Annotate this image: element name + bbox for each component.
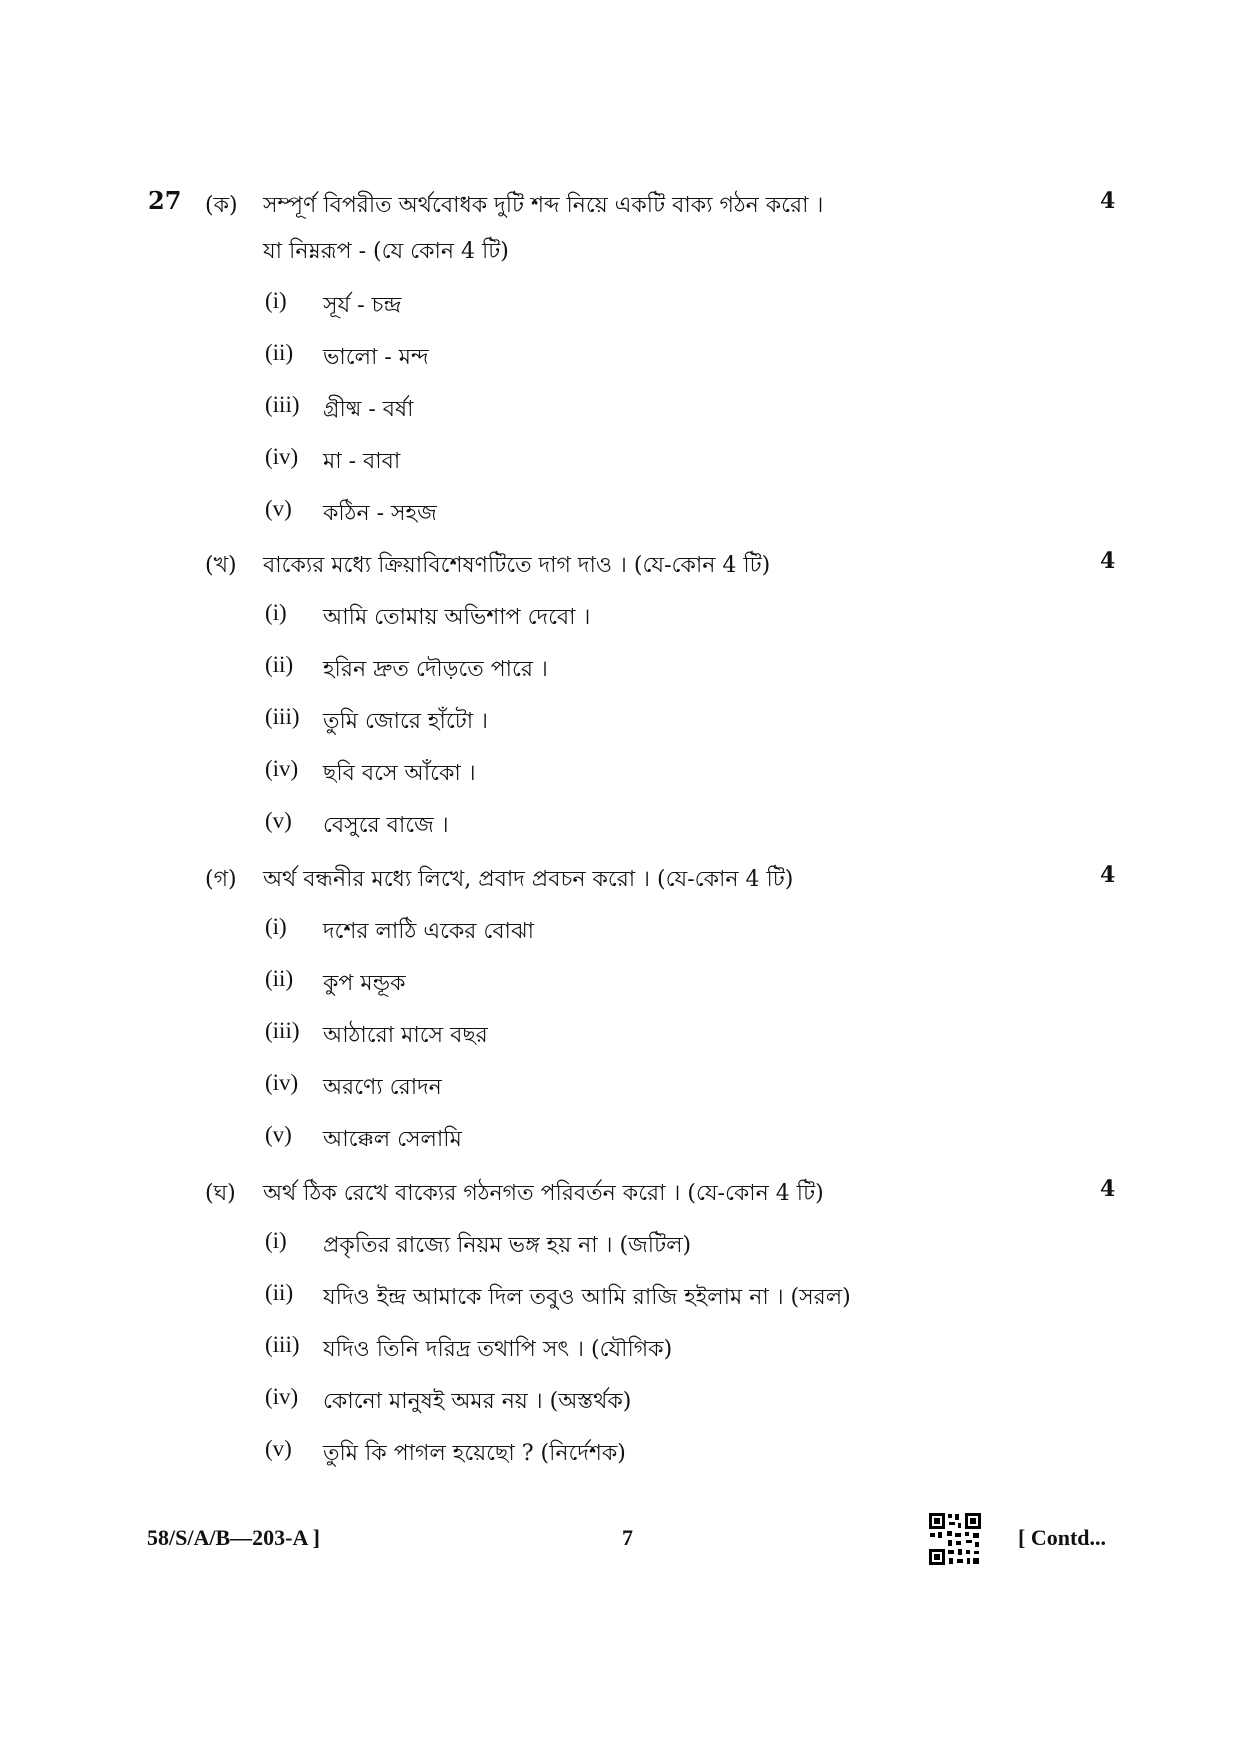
item-num: (i) bbox=[265, 600, 287, 625]
item-text: বেসুরে বাজে । bbox=[323, 813, 449, 838]
part-instruction-ka: সম্পূর্ণ বিপরীত অর্থবোধক দুটি শব্দ নিয়ে একটি বাক্য গঠন করো । bbox=[263, 193, 824, 218]
part-instruction-ga: অর্থ বন্ধনীর মধ্যে লিখে, প্রবাদ প্রবচন করো । (যে-কোন 4 টি) bbox=[263, 867, 794, 892]
qr-code-icon bbox=[928, 1512, 982, 1566]
paper-code: 58/S/A/B—203-A ] bbox=[147, 1525, 320, 1550]
item-num: (ii) bbox=[265, 652, 294, 677]
item-text: ভালো - মন্দ bbox=[323, 345, 429, 370]
item-text: আমি তোমায় অভিশাপ দেবো । bbox=[323, 605, 591, 630]
item-num: (iii) bbox=[265, 392, 300, 417]
item-num: (v) bbox=[265, 1122, 292, 1147]
item-text: তুমি জোরে হাঁটো । bbox=[323, 709, 488, 734]
part-marks-ga: 4 bbox=[1100, 862, 1116, 888]
item-num: (iv) bbox=[265, 444, 299, 469]
item-num: (iv) bbox=[265, 1070, 299, 1095]
part-label-gha: (ঘ) bbox=[205, 1181, 236, 1206]
item-num: (ii) bbox=[265, 340, 294, 365]
item-num: (v) bbox=[265, 808, 292, 833]
item-text: সূর্য - চন্দ্র bbox=[323, 293, 402, 318]
part-label-ga: (গ) bbox=[205, 867, 237, 892]
item-num: (i) bbox=[265, 288, 287, 313]
item-num: (iii) bbox=[265, 1018, 300, 1043]
item-num: (i) bbox=[265, 914, 287, 939]
item-text: প্রকৃতির রাজ্যে নিয়ম ভঙ্গ হয় না । (জটিল) bbox=[323, 1233, 692, 1258]
item-num: (iv) bbox=[265, 756, 299, 781]
item-num: (iv) bbox=[265, 1384, 299, 1409]
part-marks-ka: 4 bbox=[1100, 188, 1116, 214]
item-text: আঠারো মাসে বছর bbox=[323, 1023, 488, 1048]
item-text: যদিও ইন্দ্র আমাকে দিল তবুও আমি রাজি হইলাম না । (সরল) bbox=[323, 1285, 851, 1310]
part-instruction-kha: বাক্যের মধ্যে ক্রিয়াবিশেষণটিতে দাগ দাও । (যে-কোন 4 টি) bbox=[263, 553, 771, 578]
question-number: 27 bbox=[148, 186, 182, 215]
item-text: যদিও তিনি দরিদ্র তথাপি সৎ । (যৌগিক) bbox=[323, 1337, 673, 1362]
item-text: মা - বাবা bbox=[323, 449, 401, 474]
item-text: আক্কেল সেলামি bbox=[323, 1127, 462, 1152]
part-marks-gha: 4 bbox=[1100, 1176, 1116, 1202]
item-num: (iii) bbox=[265, 1332, 300, 1357]
item-text: দশের লাঠি একের বোঝা bbox=[323, 919, 534, 944]
continued-label: [ Contd... bbox=[1018, 1525, 1107, 1550]
item-num: (v) bbox=[265, 1436, 292, 1461]
item-num: (ii) bbox=[265, 1280, 294, 1305]
part-label-kha: (খ) bbox=[205, 553, 237, 578]
item-text: কুপ মন্ডূক bbox=[323, 971, 406, 996]
item-num: (i) bbox=[265, 1228, 287, 1253]
page-number: 7 bbox=[622, 1525, 633, 1550]
item-text: কঠিন - সহজ bbox=[323, 501, 437, 526]
item-text: অরণ্যে রোদন bbox=[323, 1075, 442, 1100]
item-num: (ii) bbox=[265, 966, 294, 991]
item-text: ছবি বসে আঁকো । bbox=[323, 761, 476, 786]
part-instruction2-ka: যা নিম্নরূপ - (যে কোন 4 টি) bbox=[263, 239, 509, 264]
part-label-ka: (ক) bbox=[205, 193, 238, 218]
item-text: কোনো মানুষই অমর নয় । (অস্তর্থক) bbox=[323, 1389, 632, 1414]
item-text: হরিন দ্রুত দৌড়তে পারে । bbox=[323, 657, 548, 682]
part-marks-kha: 4 bbox=[1100, 548, 1116, 574]
item-num: (v) bbox=[265, 496, 292, 521]
item-text: গ্রীষ্ম - বর্ষা bbox=[323, 397, 414, 422]
part-instruction-gha: অর্থ ঠিক রেখে বাক্যের গঠনগত পরিবর্তন করো । (যে-কোন 4 টি) bbox=[263, 1181, 824, 1206]
item-num: (iii) bbox=[265, 704, 300, 729]
item-text: তুমি কি পাগল হয়েছো ? (নির্দেশক) bbox=[323, 1441, 626, 1466]
